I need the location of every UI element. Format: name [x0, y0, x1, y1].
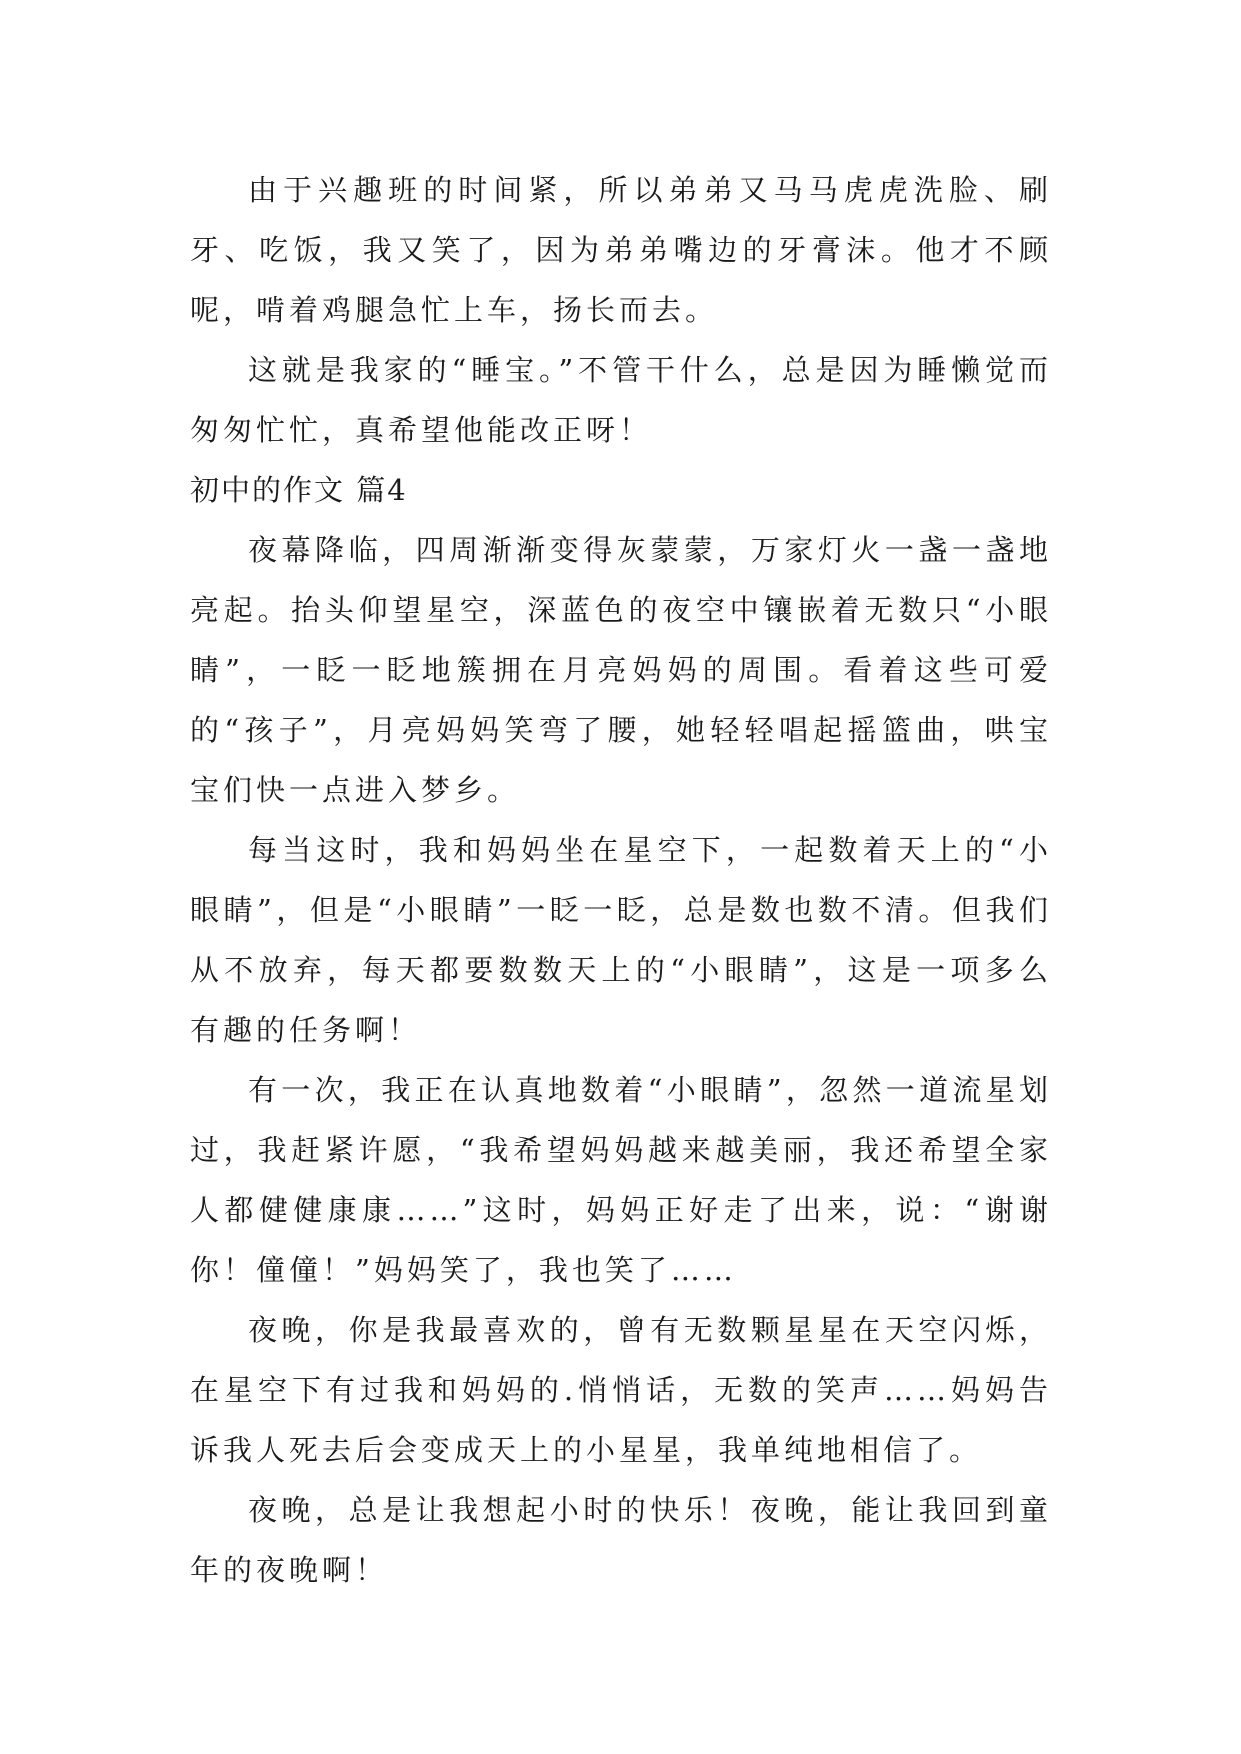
section-heading: 初中的作文 篇4	[190, 473, 408, 507]
paragraph: 夜晚，你是我最喜欢的，曾有无数颗星星在天空闪烁，在星空下有过我和妈妈的.悄悄话，无数的笑声……妈妈告诉我人死去后会变成天上的小星星，我单纯地相信了。	[190, 1313, 1052, 1467]
paragraph: 每当这时，我和妈妈坐在星空下，一起数着天上的“小眼睛”，但是“小眼睛”一眨一眨，总是数也数不清。但我们从不放弃，每天都要数数天上的“小眼睛”，这是一项多么有趣的任务啊！	[190, 833, 1052, 1047]
document-body	[190, 160, 1052, 1600]
paragraph: 这就是我家的“睡宝。”不管干什么，总是因为睡懒觉而匆匆忙忙，真希望他能改正呀！	[190, 353, 1052, 447]
paragraph: 由于兴趣班的时间紧，所以弟弟又马马虎虎洗脸、刷牙、吃饭，我又笑了，因为弟弟嘴边的牙膏沫。他才不顾呢，啃着鸡腿急忙上车，扬长而去。	[190, 173, 1052, 327]
paragraph: 夜幕降临，四周渐渐变得灰蒙蒙，万家灯火一盏一盏地亮起。抬头仰望星空，深蓝色的夜空中镶嵌着无数只“小眼睛”，一眨一眨地簇拥在月亮妈妈的周围。看着这些可爱的“孩子”，月亮妈妈笑弯了腰，她轻轻唱起摇篮曲，哄宝宝们快一点进入梦乡。	[190, 533, 1052, 807]
paragraph: 有一次，我正在认真地数着“小眼睛”，忽然一道流星划过，我赶紧许愿，“我希望妈妈越来越美丽，我还希望全家人都健健康康……”这时，妈妈正好走了出来，说：“谢谢你！僮僮！”妈妈笑了，我也笑了……	[190, 1073, 1052, 1287]
paragraph: 夜晚，总是让我想起小时的快乐！夜晚，能让我回到童年的夜晚啊！	[190, 1493, 1052, 1587]
